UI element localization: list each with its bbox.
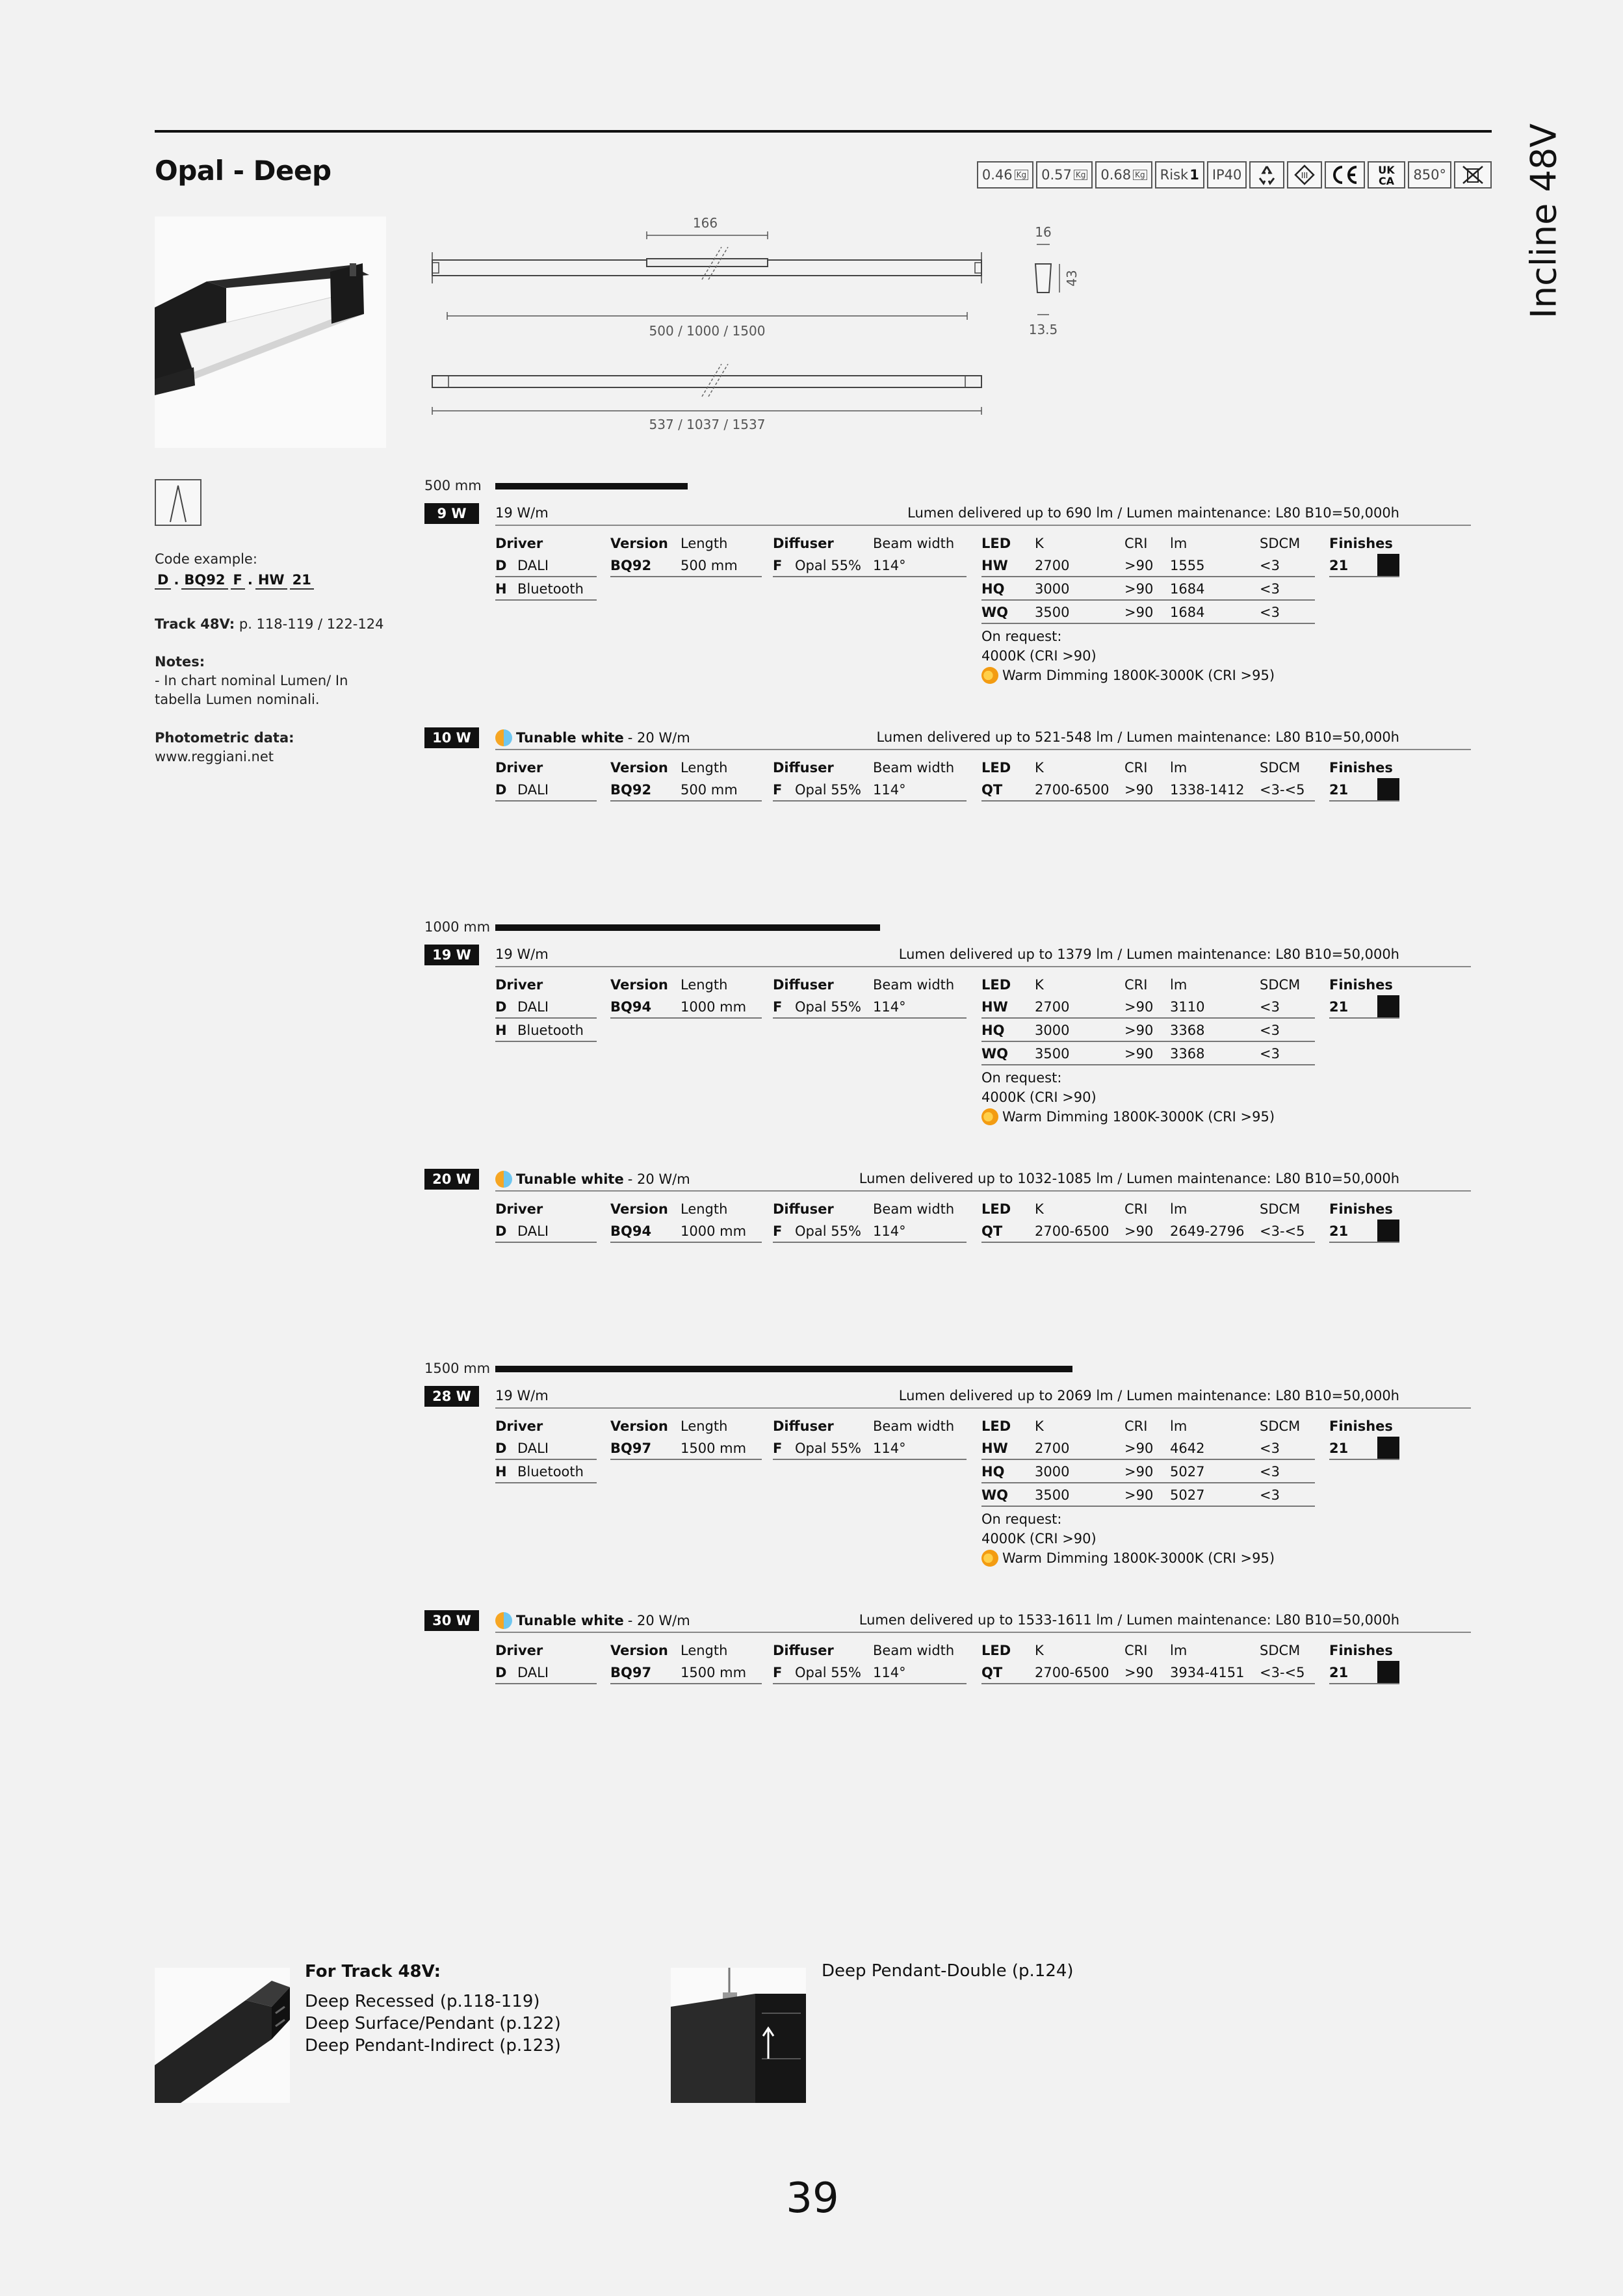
code-part: 21 [290, 572, 314, 590]
led-led-cell: WQ [981, 601, 1035, 624]
wattage-badge: 20 W [424, 1169, 479, 1190]
version-cell: BQ92 [610, 554, 681, 577]
driver-cell: D DALI [495, 554, 597, 577]
col-header-length: Length [681, 536, 728, 551]
led-sdcm-cell: <3-<5 [1260, 1220, 1315, 1243]
led-sdcm-cell: <3 [1260, 1483, 1315, 1507]
led-lm-cell: 1555 [1170, 554, 1260, 577]
code-example [155, 572, 314, 590]
length-cell: 500 mm [681, 778, 762, 802]
header-rule [495, 1407, 1471, 1409]
finish-cell: 21 [1329, 554, 1399, 577]
driver-cell: H Bluetooth [495, 577, 597, 601]
led-lm-cell: 1684 [1170, 577, 1260, 601]
ip-rating-badge: IP40 [1207, 161, 1247, 189]
diffuser-cell: F Opal 55% [773, 1220, 873, 1243]
page-number: 39 [786, 2174, 839, 2223]
page-title: Opal - Deep [155, 155, 331, 187]
led-cri-cell: >90 [1124, 1019, 1170, 1042]
col-header-beam: Beam width [873, 1643, 955, 1658]
led-k-cell: 2700-6500 [1035, 1661, 1124, 1684]
side-title: Incline 48V [1523, 123, 1565, 319]
col-header-lm: lm [1170, 760, 1188, 776]
finish-cell: 21 [1329, 778, 1399, 802]
finish-cell: 21 [1329, 995, 1399, 1019]
weight-1500-badge: 0.68 Kg [1095, 161, 1152, 189]
footer-title: For Track 48V: [305, 1962, 441, 1981]
col-header-driver: Driver [495, 977, 543, 993]
no-bin-icon [1454, 161, 1492, 189]
warm-dimming-icon [981, 667, 998, 684]
svg-text:III: III [1301, 171, 1308, 180]
version-cell: BQ97 [610, 1437, 681, 1460]
col-header-lm: lm [1170, 1201, 1188, 1217]
length-bar [495, 924, 880, 931]
col-header-finishes: Finishes [1329, 1418, 1393, 1434]
footer-link[interactable]: Deep Pendant-Indirect (p.123) [305, 2036, 561, 2055]
diffuser-cell: F Opal 55% [773, 778, 873, 802]
led-lm-cell: 3368 [1170, 1042, 1260, 1065]
code-sep: . [247, 572, 253, 588]
led-k-cell: 3500 [1035, 601, 1124, 624]
photometric-link[interactable]: www.reggiani.net [155, 749, 274, 764]
led-cri-cell: >90 [1124, 1042, 1170, 1065]
wattage-badge: 30 W [424, 1610, 479, 1631]
weight-500-badge: 0.46 Kg [977, 161, 1033, 189]
col-header-beam: Beam width [873, 1418, 955, 1434]
col-header-k: K [1035, 1643, 1044, 1658]
power-density [495, 1171, 690, 1188]
spec-block [424, 727, 1399, 935]
led-cri-cell: >90 [1124, 1437, 1170, 1460]
col-header-k: K [1035, 977, 1044, 993]
led-sdcm-cell: <3 [1260, 1437, 1315, 1460]
dim-width-label: 166 [692, 215, 718, 231]
on-request-note: On request: 4000K (CRI >90) Warm Dimming 1800K-3000K (CRI >95) [981, 1511, 1275, 1566]
col-header-k: K [1035, 1201, 1044, 1217]
col-header-lm: lm [1170, 977, 1188, 993]
led-k-cell: 2700-6500 [1035, 778, 1124, 802]
led-led-cell: QT [981, 778, 1035, 802]
led-cri-cell: >90 [1124, 1460, 1170, 1483]
wattage-badge: 19 W [424, 945, 479, 965]
finish-black-swatch [1377, 1437, 1399, 1459]
col-header-lm: lm [1170, 1418, 1188, 1434]
led-sdcm-cell: <3 [1260, 995, 1315, 1019]
driver-cell: D DALI [495, 1220, 597, 1243]
spec-block [424, 1610, 1399, 1818]
led-sdcm-cell: <3 [1260, 577, 1315, 601]
spec-block [424, 945, 1399, 1153]
lumen-info: Lumen delivered up to 1533-1611 lm / Lumen maintenance: L80 B10=50,000h [859, 1612, 1399, 1628]
led-k-cell: 3000 [1035, 1019, 1124, 1042]
header-rule [495, 1190, 1471, 1192]
led-lm-cell: 4642 [1170, 1437, 1260, 1460]
diffuser-cell: F Opal 55% [773, 995, 873, 1019]
led-sdcm-cell: <3-<5 [1260, 778, 1315, 802]
wattage-badge: 9 W [424, 503, 479, 524]
led-led-cell: HW [981, 995, 1035, 1019]
col-header-sdcm: SDCM [1260, 1418, 1301, 1434]
col-header-version: Version [610, 760, 668, 776]
col-header-led: LED [981, 760, 1011, 776]
risk-badge: Risk 1 [1155, 161, 1204, 189]
dim-profile-width: 16 [1035, 224, 1052, 240]
power-density-text: 19 W/m [495, 946, 549, 962]
led-sdcm-cell: <3 [1260, 601, 1315, 624]
finish-black-swatch [1377, 1220, 1399, 1242]
col-header-driver: Driver [495, 536, 543, 551]
lumen-info: Lumen delivered up to 2069 lm / Lumen maintenance: L80 B10=50,000h [898, 1388, 1399, 1403]
col-header-version: Version [610, 1201, 668, 1217]
wattage-badge: 10 W [424, 727, 479, 748]
led-sdcm-cell: <3 [1260, 1460, 1315, 1483]
finish-cell: 21 [1329, 1661, 1399, 1684]
power-density [495, 729, 690, 746]
led-cri-cell: >90 [1124, 554, 1170, 577]
power-density [495, 505, 549, 521]
header-rule [495, 525, 1471, 526]
certification-badges [977, 161, 1492, 189]
finish-black-swatch [1377, 1661, 1399, 1683]
version-cell: BQ94 [610, 1220, 681, 1243]
col-header-diffuser: Diffuser [773, 760, 834, 776]
header-rule [495, 749, 1471, 750]
ukca-mark-icon [1368, 161, 1405, 189]
footer-list [305, 1990, 561, 2057]
col-header-diffuser: Diffuser [773, 1418, 834, 1434]
col-header-finishes: Finishes [1329, 536, 1393, 551]
driver-cell: D DALI [495, 995, 597, 1019]
col-header-driver: Driver [495, 1418, 543, 1434]
warm-dimming-icon [981, 1108, 998, 1125]
finish-cell: 21 [1329, 1437, 1399, 1460]
col-header-length: Length [681, 1643, 728, 1658]
col-header-version: Version [610, 977, 668, 993]
tunable-label: Tunable white [516, 1613, 624, 1628]
power-density-text: 19 W/m [495, 1388, 549, 1403]
beam-cell: 114° [873, 778, 967, 802]
length-label: 1000 mm [424, 919, 491, 935]
led-led-cell: QT [981, 1661, 1035, 1684]
wattage-badge: 28 W [424, 1386, 479, 1407]
led-k-cell: 3000 [1035, 1460, 1124, 1483]
col-header-led: LED [981, 1643, 1011, 1658]
length-label: 1500 mm [424, 1361, 491, 1376]
col-header-diffuser: Diffuser [773, 977, 834, 993]
led-led-cell: HQ [981, 577, 1035, 601]
ce-mark-icon [1325, 161, 1365, 189]
col-header-cri: CRI [1124, 1643, 1148, 1658]
led-lm-cell: 2649-2796 [1170, 1220, 1260, 1243]
track-reference: Track 48V: p. 118-119 / 122-124 [155, 616, 384, 632]
length-cell: 1500 mm [681, 1661, 762, 1684]
col-header-version: Version [610, 536, 668, 551]
led-led-cell: HQ [981, 1019, 1035, 1042]
finish-cell: 21 [1329, 1220, 1399, 1243]
col-header-driver: Driver [495, 1643, 543, 1658]
led-k-cell: 3500 [1035, 1483, 1124, 1507]
lumen-info: Lumen delivered up to 690 lm / Lumen maintenance: L80 B10=50,000h [907, 505, 1399, 521]
col-header-led: LED [981, 1418, 1011, 1434]
col-header-diffuser: Diffuser [773, 536, 834, 551]
led-lm-cell: 3110 [1170, 995, 1260, 1019]
on-request-note: On request: 4000K (CRI >90) Warm Dimming 1800K-3000K (CRI >95) [981, 1070, 1275, 1125]
led-led-cell: HW [981, 554, 1035, 577]
code-part: BQ92 [181, 572, 227, 590]
beam-shape-icon [155, 479, 201, 526]
led-k-cell: 2700-6500 [1035, 1220, 1124, 1243]
led-lm-cell: 1684 [1170, 601, 1260, 624]
version-cell: BQ94 [610, 995, 681, 1019]
col-header-cri: CRI [1124, 1418, 1148, 1434]
length-cell: 500 mm [681, 554, 762, 577]
power-density-text: 19 W/m [495, 505, 549, 521]
led-sdcm-cell: <3 [1260, 1042, 1315, 1065]
power-density [495, 1612, 690, 1629]
power-density [495, 946, 549, 962]
recycle-icon [1249, 161, 1284, 189]
footer-link-right[interactable]: Deep Pendant-Double (p.124) [822, 1961, 1074, 1981]
beam-cell: 114° [873, 1220, 967, 1243]
led-cri-cell: >90 [1124, 995, 1170, 1019]
col-header-finishes: Finishes [1329, 1643, 1393, 1658]
led-cri-cell: >90 [1124, 601, 1170, 624]
col-header-lm: lm [1170, 1643, 1188, 1658]
col-header-version: Version [610, 1643, 668, 1658]
tunable-label: Tunable white [516, 730, 624, 746]
length-cell: 1000 mm [681, 995, 762, 1019]
code-example-label: Code example: [155, 551, 257, 567]
dim-lengths-label: 500 / 1000 / 1500 [649, 323, 766, 339]
length-label: 500 mm [424, 478, 482, 493]
spec-block [424, 503, 1399, 711]
led-led-cell: HQ [981, 1460, 1035, 1483]
col-header-sdcm: SDCM [1260, 977, 1301, 993]
col-header-diffuser: Diffuser [773, 1201, 834, 1217]
header-rule [495, 1632, 1471, 1633]
lumen-info: Lumen delivered up to 1379 lm / Lumen maintenance: L80 B10=50,000h [898, 946, 1399, 962]
dim-base-label: 13.5 [1028, 322, 1058, 337]
length-cell: 1000 mm [681, 1220, 762, 1243]
power-density [495, 1388, 549, 1403]
col-header-k: K [1035, 760, 1044, 776]
lumen-info: Lumen delivered up to 521-548 lm / Lumen maintenance: L80 B10=50,000h [876, 729, 1399, 745]
led-sdcm-cell: <3 [1260, 554, 1315, 577]
finish-black-swatch [1377, 995, 1399, 1017]
pendant-double-photo [671, 1968, 806, 2103]
driver-cell: D DALI [495, 1437, 597, 1460]
power-density-text: - 20 W/m [627, 730, 690, 746]
col-header-beam: Beam width [873, 536, 955, 551]
tunable-white-icon [495, 1171, 512, 1188]
track-recessed-photo [155, 1968, 290, 2103]
led-lm-cell: 5027 [1170, 1483, 1260, 1507]
footer-link[interactable]: Deep Recessed (p.118-119) [305, 1992, 540, 2011]
beam-cell: 114° [873, 554, 967, 577]
col-header-cri: CRI [1124, 536, 1148, 551]
weight-1000-badge: 0.57 Kg [1036, 161, 1093, 189]
col-header-cri: CRI [1124, 1201, 1148, 1217]
led-lm-cell: 3934-4151 [1170, 1661, 1260, 1684]
tunable-white-icon [495, 1612, 512, 1629]
led-lm-cell: 3368 [1170, 1019, 1260, 1042]
led-k-cell: 2700 [1035, 554, 1124, 577]
driver-cell: D DALI [495, 778, 597, 802]
spec-block [424, 1386, 1399, 1594]
diffuser-cell: F Opal 55% [773, 554, 873, 577]
length-bar [495, 1366, 1072, 1372]
code-sep: . [174, 572, 179, 588]
code-part: HW [255, 572, 287, 590]
col-header-sdcm: SDCM [1260, 760, 1301, 776]
beam-cell: 114° [873, 995, 967, 1019]
technical-drawing [416, 208, 1105, 442]
led-k-cell: 3500 [1035, 1042, 1124, 1065]
diffuser-cell: F Opal 55% [773, 1661, 873, 1684]
col-header-k: K [1035, 536, 1044, 551]
col-header-diffuser: Diffuser [773, 1643, 834, 1658]
led-cri-cell: >90 [1124, 1220, 1170, 1243]
diffuser-cell: F Opal 55% [773, 1437, 873, 1460]
col-header-length: Length [681, 760, 728, 776]
version-cell: BQ92 [610, 778, 681, 802]
col-header-finishes: Finishes [1329, 1201, 1393, 1217]
col-header-k: K [1035, 1418, 1044, 1434]
col-header-beam: Beam width [873, 977, 955, 993]
power-density-text: - 20 W/m [627, 1613, 690, 1628]
col-header-finishes: Finishes [1329, 760, 1393, 776]
led-cri-cell: >90 [1124, 778, 1170, 802]
beam-cell: 114° [873, 1661, 967, 1684]
code-part: F [231, 572, 245, 590]
led-lm-cell: 1338-1412 [1170, 778, 1260, 802]
col-header-beam: Beam width [873, 760, 955, 776]
col-header-beam: Beam width [873, 1201, 955, 1217]
col-header-led: LED [981, 977, 1011, 993]
top-rule [155, 130, 1492, 133]
footer-link[interactable]: Deep Surface/Pendant (p.122) [305, 2014, 561, 2033]
length-bar [495, 483, 688, 489]
spec-block [424, 1169, 1399, 1377]
col-header-led: LED [981, 1201, 1011, 1217]
power-density-text: - 20 W/m [627, 1171, 690, 1187]
led-led-cell: WQ [981, 1483, 1035, 1507]
col-header-finishes: Finishes [1329, 977, 1393, 993]
led-led-cell: WQ [981, 1042, 1035, 1065]
dim-profile-height: 43 [1064, 270, 1080, 287]
driver-cell: D DALI [495, 1661, 597, 1684]
led-cri-cell: >90 [1124, 577, 1170, 601]
col-header-led: LED [981, 536, 1011, 551]
svg-text:UK: UK [1378, 164, 1396, 176]
temperature-badge: 850° [1408, 161, 1451, 189]
col-header-sdcm: SDCM [1260, 1201, 1301, 1217]
led-led-cell: QT [981, 1220, 1035, 1243]
col-header-sdcm: SDCM [1260, 536, 1301, 551]
header-rule [495, 966, 1471, 967]
length-cell: 1500 mm [681, 1437, 762, 1460]
photometric-data: Photometric data: www.reggiani.net [155, 729, 294, 766]
col-header-length: Length [681, 977, 728, 993]
col-header-lm: lm [1170, 536, 1188, 551]
class-three-icon [1287, 161, 1322, 189]
led-k-cell: 3000 [1035, 577, 1124, 601]
led-lm-cell: 5027 [1170, 1460, 1260, 1483]
svg-text:CA: CA [1379, 175, 1395, 187]
col-header-cri: CRI [1124, 760, 1148, 776]
warm-dimming-icon [981, 1550, 998, 1567]
led-cri-cell: >90 [1124, 1661, 1170, 1684]
dim-lengths-total-label: 537 / 1037 / 1537 [649, 417, 766, 432]
col-header-length: Length [681, 1201, 728, 1217]
led-k-cell: 2700 [1035, 995, 1124, 1019]
led-led-cell: HW [981, 1437, 1035, 1460]
finish-black-swatch [1377, 554, 1399, 576]
product-photo [155, 216, 386, 448]
led-k-cell: 2700 [1035, 1437, 1124, 1460]
col-header-driver: Driver [495, 1201, 543, 1217]
led-sdcm-cell: <3 [1260, 1019, 1315, 1042]
driver-cell: H Bluetooth [495, 1019, 597, 1042]
col-header-version: Version [610, 1418, 668, 1434]
tunable-label: Tunable white [516, 1171, 624, 1187]
notes: Notes: - In chart nominal Lumen/ In tabella Lumen nominali. [155, 654, 348, 707]
led-cri-cell: >90 [1124, 1483, 1170, 1507]
beam-cell: 114° [873, 1437, 967, 1460]
col-header-length: Length [681, 1418, 728, 1434]
finish-black-swatch [1377, 778, 1399, 800]
code-part: D [155, 572, 171, 590]
led-sdcm-cell: <3-<5 [1260, 1661, 1315, 1684]
on-request-note: On request: 4000K (CRI >90) Warm Dimming 1800K-3000K (CRI >95) [981, 629, 1275, 683]
driver-cell: H Bluetooth [495, 1460, 597, 1483]
lumen-info: Lumen delivered up to 1032-1085 lm / Lumen maintenance: L80 B10=50,000h [859, 1171, 1399, 1186]
tunable-white-icon [495, 729, 512, 746]
version-cell: BQ97 [610, 1661, 681, 1684]
col-header-driver: Driver [495, 760, 543, 776]
col-header-cri: CRI [1124, 977, 1148, 993]
col-header-sdcm: SDCM [1260, 1643, 1301, 1658]
